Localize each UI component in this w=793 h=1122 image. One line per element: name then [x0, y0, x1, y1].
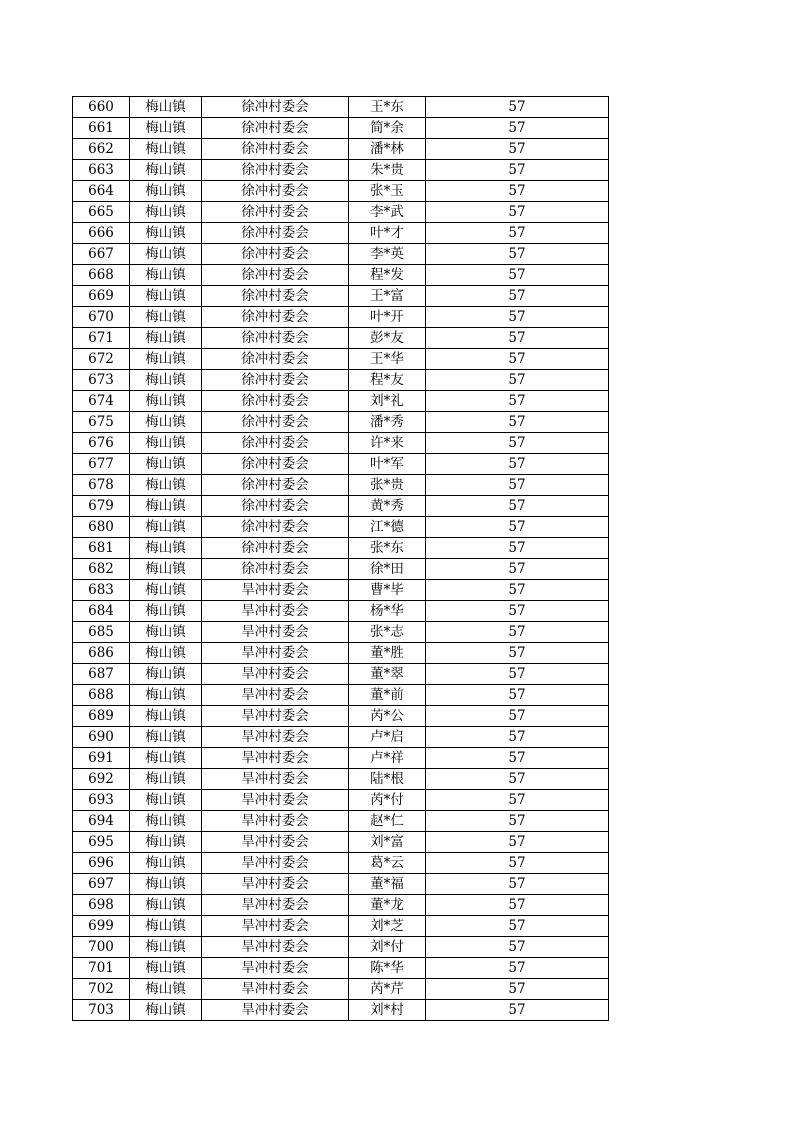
name-cell: 潘*林	[349, 139, 426, 160]
amount-cell: 57	[426, 895, 609, 916]
table-row	[73, 349, 609, 370]
table-row	[73, 202, 609, 223]
village-committee-cell: 徐冲村委会	[202, 433, 349, 454]
village-committee-cell: 徐冲村委会	[202, 475, 349, 496]
table-row	[73, 559, 609, 580]
table-row	[73, 937, 609, 958]
table-row	[73, 307, 609, 328]
row-number-cell: 693	[73, 790, 130, 811]
table-row	[73, 790, 609, 811]
village-committee-cell: 旱冲村委会	[202, 895, 349, 916]
town-cell: 梅山镇	[130, 685, 202, 706]
table-row	[73, 958, 609, 979]
name-cell: 程*友	[349, 370, 426, 391]
name-cell: 张*志	[349, 622, 426, 643]
table-row	[73, 412, 609, 433]
amount-cell: 57	[426, 643, 609, 664]
village-committee-cell: 旱冲村委会	[202, 853, 349, 874]
row-number-cell: 701	[73, 958, 130, 979]
town-cell: 梅山镇	[130, 748, 202, 769]
amount-cell: 57	[426, 811, 609, 832]
amount-cell: 57	[426, 580, 609, 601]
village-committee-cell: 徐冲村委会	[202, 328, 349, 349]
table-row	[73, 580, 609, 601]
table-row	[73, 181, 609, 202]
town-cell: 梅山镇	[130, 559, 202, 580]
amount-cell: 57	[426, 622, 609, 643]
table-row	[73, 916, 609, 937]
village-committee-cell: 徐冲村委会	[202, 517, 349, 538]
town-cell: 梅山镇	[130, 454, 202, 475]
name-cell: 曹*毕	[349, 580, 426, 601]
name-cell: 简*余	[349, 118, 426, 139]
table-row	[73, 538, 609, 559]
town-cell: 梅山镇	[130, 706, 202, 727]
name-cell: 芮*芹	[349, 979, 426, 1000]
town-cell: 梅山镇	[130, 391, 202, 412]
name-cell: 董*胜	[349, 643, 426, 664]
name-cell: 徐*田	[349, 559, 426, 580]
village-committee-cell: 旱冲村委会	[202, 706, 349, 727]
name-cell: 陈*华	[349, 958, 426, 979]
name-cell: 王*东	[349, 97, 426, 118]
name-cell: 张*贵	[349, 475, 426, 496]
amount-cell: 57	[426, 433, 609, 454]
name-cell: 朱*贵	[349, 160, 426, 181]
row-number-cell: 703	[73, 1000, 130, 1021]
table-row	[73, 433, 609, 454]
town-cell: 梅山镇	[130, 223, 202, 244]
town-cell: 梅山镇	[130, 937, 202, 958]
amount-cell: 57	[426, 559, 609, 580]
name-cell: 张*东	[349, 538, 426, 559]
amount-cell: 57	[426, 685, 609, 706]
data-table	[72, 96, 609, 1021]
town-cell: 梅山镇	[130, 328, 202, 349]
name-cell: 叶*军	[349, 454, 426, 475]
row-number-cell: 688	[73, 685, 130, 706]
table-row	[73, 160, 609, 181]
row-number-cell: 683	[73, 580, 130, 601]
town-cell: 梅山镇	[130, 853, 202, 874]
table-row	[73, 853, 609, 874]
town-cell: 梅山镇	[130, 979, 202, 1000]
town-cell: 梅山镇	[130, 832, 202, 853]
amount-cell: 57	[426, 202, 609, 223]
table-row	[73, 244, 609, 265]
town-cell: 梅山镇	[130, 412, 202, 433]
name-cell: 程*发	[349, 265, 426, 286]
row-number-cell: 695	[73, 832, 130, 853]
town-cell: 梅山镇	[130, 790, 202, 811]
amount-cell: 57	[426, 706, 609, 727]
village-committee-cell: 旱冲村委会	[202, 664, 349, 685]
row-number-cell: 689	[73, 706, 130, 727]
row-number-cell: 675	[73, 412, 130, 433]
row-number-cell: 660	[73, 97, 130, 118]
amount-cell: 57	[426, 454, 609, 475]
town-cell: 梅山镇	[130, 496, 202, 517]
row-number-cell: 697	[73, 874, 130, 895]
table-row	[73, 286, 609, 307]
row-number-cell: 663	[73, 160, 130, 181]
village-committee-cell: 徐冲村委会	[202, 286, 349, 307]
village-committee-cell: 旱冲村委会	[202, 874, 349, 895]
table-body	[73, 97, 609, 1021]
row-number-cell: 673	[73, 370, 130, 391]
row-number-cell: 674	[73, 391, 130, 412]
name-cell: 刘*芝	[349, 916, 426, 937]
amount-cell: 57	[426, 244, 609, 265]
town-cell: 梅山镇	[130, 286, 202, 307]
table-row	[73, 685, 609, 706]
village-committee-cell: 旱冲村委会	[202, 937, 349, 958]
row-number-cell: 672	[73, 349, 130, 370]
amount-cell: 57	[426, 664, 609, 685]
row-number-cell: 662	[73, 139, 130, 160]
village-committee-cell: 旱冲村委会	[202, 979, 349, 1000]
name-cell: 江*德	[349, 517, 426, 538]
amount-cell: 57	[426, 181, 609, 202]
town-cell: 梅山镇	[130, 769, 202, 790]
village-committee-cell: 旱冲村委会	[202, 727, 349, 748]
name-cell: 许*来	[349, 433, 426, 454]
amount-cell: 57	[426, 412, 609, 433]
amount-cell: 57	[426, 139, 609, 160]
row-number-cell: 692	[73, 769, 130, 790]
table-row	[73, 622, 609, 643]
name-cell: 卢*启	[349, 727, 426, 748]
name-cell: 刘*付	[349, 937, 426, 958]
town-cell: 梅山镇	[130, 139, 202, 160]
name-cell: 刘*礼	[349, 391, 426, 412]
village-committee-cell: 旱冲村委会	[202, 769, 349, 790]
table-row	[73, 517, 609, 538]
name-cell: 李*武	[349, 202, 426, 223]
village-committee-cell: 徐冲村委会	[202, 118, 349, 139]
row-number-cell: 681	[73, 538, 130, 559]
row-number-cell: 666	[73, 223, 130, 244]
name-cell: 卢*祥	[349, 748, 426, 769]
row-number-cell: 679	[73, 496, 130, 517]
table-row	[73, 454, 609, 475]
amount-cell: 57	[426, 727, 609, 748]
table-row	[73, 643, 609, 664]
table-row	[73, 475, 609, 496]
table-row	[73, 265, 609, 286]
row-number-cell: 694	[73, 811, 130, 832]
row-number-cell: 670	[73, 307, 130, 328]
amount-cell: 57	[426, 349, 609, 370]
amount-cell: 57	[426, 118, 609, 139]
town-cell: 梅山镇	[130, 349, 202, 370]
row-number-cell: 678	[73, 475, 130, 496]
village-committee-cell: 旱冲村委会	[202, 832, 349, 853]
name-cell: 叶*开	[349, 307, 426, 328]
row-number-cell: 698	[73, 895, 130, 916]
town-cell: 梅山镇	[130, 181, 202, 202]
name-cell: 董*前	[349, 685, 426, 706]
amount-cell: 57	[426, 832, 609, 853]
town-cell: 梅山镇	[130, 1000, 202, 1021]
village-committee-cell: 徐冲村委会	[202, 181, 349, 202]
row-number-cell: 669	[73, 286, 130, 307]
amount-cell: 57	[426, 790, 609, 811]
amount-cell: 57	[426, 748, 609, 769]
town-cell: 梅山镇	[130, 811, 202, 832]
village-committee-cell: 徐冲村委会	[202, 412, 349, 433]
town-cell: 梅山镇	[130, 643, 202, 664]
village-committee-cell: 徐冲村委会	[202, 349, 349, 370]
table-row	[73, 601, 609, 622]
row-number-cell: 668	[73, 265, 130, 286]
village-committee-cell: 徐冲村委会	[202, 202, 349, 223]
table-row	[73, 748, 609, 769]
table-row	[73, 391, 609, 412]
name-cell: 陆*根	[349, 769, 426, 790]
amount-cell: 57	[426, 517, 609, 538]
table-row	[73, 895, 609, 916]
row-number-cell: 677	[73, 454, 130, 475]
name-cell: 叶*才	[349, 223, 426, 244]
amount-cell: 57	[426, 370, 609, 391]
table-row	[73, 139, 609, 160]
amount-cell: 57	[426, 475, 609, 496]
name-cell: 张*玉	[349, 181, 426, 202]
town-cell: 梅山镇	[130, 580, 202, 601]
town-cell: 梅山镇	[130, 538, 202, 559]
village-committee-cell: 旱冲村委会	[202, 790, 349, 811]
name-cell: 王*华	[349, 349, 426, 370]
amount-cell: 57	[426, 328, 609, 349]
row-number-cell: 691	[73, 748, 130, 769]
village-committee-cell: 徐冲村委会	[202, 538, 349, 559]
town-cell: 梅山镇	[130, 874, 202, 895]
row-number-cell: 700	[73, 937, 130, 958]
town-cell: 梅山镇	[130, 664, 202, 685]
row-number-cell: 680	[73, 517, 130, 538]
row-number-cell: 665	[73, 202, 130, 223]
name-cell: 芮*付	[349, 790, 426, 811]
amount-cell: 57	[426, 958, 609, 979]
town-cell: 梅山镇	[130, 895, 202, 916]
town-cell: 梅山镇	[130, 433, 202, 454]
table-row	[73, 496, 609, 517]
table-row	[73, 1000, 609, 1021]
table-row	[73, 664, 609, 685]
name-cell: 董*龙	[349, 895, 426, 916]
row-number-cell: 667	[73, 244, 130, 265]
town-cell: 梅山镇	[130, 307, 202, 328]
amount-cell: 57	[426, 916, 609, 937]
town-cell: 梅山镇	[130, 727, 202, 748]
table-row	[73, 727, 609, 748]
amount-cell: 57	[426, 97, 609, 118]
amount-cell: 57	[426, 223, 609, 244]
table-row	[73, 370, 609, 391]
village-committee-cell: 旱冲村委会	[202, 748, 349, 769]
row-number-cell: 686	[73, 643, 130, 664]
row-number-cell: 661	[73, 118, 130, 139]
row-number-cell: 685	[73, 622, 130, 643]
table-row	[73, 118, 609, 139]
village-committee-cell: 徐冲村委会	[202, 160, 349, 181]
name-cell: 李*英	[349, 244, 426, 265]
village-committee-cell: 徐冲村委会	[202, 391, 349, 412]
town-cell: 梅山镇	[130, 97, 202, 118]
name-cell: 王*富	[349, 286, 426, 307]
village-committee-cell: 徐冲村委会	[202, 454, 349, 475]
name-cell: 董*福	[349, 874, 426, 895]
table-row	[73, 832, 609, 853]
village-committee-cell: 旱冲村委会	[202, 601, 349, 622]
town-cell: 梅山镇	[130, 916, 202, 937]
village-committee-cell: 旱冲村委会	[202, 958, 349, 979]
village-committee-cell: 徐冲村委会	[202, 559, 349, 580]
table-row	[73, 706, 609, 727]
name-cell: 彭*友	[349, 328, 426, 349]
village-committee-cell: 徐冲村委会	[202, 370, 349, 391]
row-number-cell: 676	[73, 433, 130, 454]
row-number-cell: 702	[73, 979, 130, 1000]
town-cell: 梅山镇	[130, 160, 202, 181]
amount-cell: 57	[426, 601, 609, 622]
amount-cell: 57	[426, 1000, 609, 1021]
table-row	[73, 328, 609, 349]
village-committee-cell: 徐冲村委会	[202, 139, 349, 160]
row-number-cell: 684	[73, 601, 130, 622]
town-cell: 梅山镇	[130, 601, 202, 622]
name-cell: 潘*秀	[349, 412, 426, 433]
table-row	[73, 223, 609, 244]
village-committee-cell: 旱冲村委会	[202, 622, 349, 643]
table-row	[73, 979, 609, 1000]
village-committee-cell: 旱冲村委会	[202, 1000, 349, 1021]
village-committee-cell: 旱冲村委会	[202, 580, 349, 601]
amount-cell: 57	[426, 979, 609, 1000]
village-committee-cell: 旱冲村委会	[202, 685, 349, 706]
village-committee-cell: 徐冲村委会	[202, 223, 349, 244]
amount-cell: 57	[426, 286, 609, 307]
amount-cell: 57	[426, 538, 609, 559]
amount-cell: 57	[426, 265, 609, 286]
village-committee-cell: 徐冲村委会	[202, 244, 349, 265]
town-cell: 梅山镇	[130, 958, 202, 979]
row-number-cell: 664	[73, 181, 130, 202]
village-committee-cell: 徐冲村委会	[202, 97, 349, 118]
amount-cell: 57	[426, 769, 609, 790]
table-row	[73, 769, 609, 790]
amount-cell: 57	[426, 853, 609, 874]
amount-cell: 57	[426, 496, 609, 517]
name-cell: 杨*华	[349, 601, 426, 622]
name-cell: 葛*云	[349, 853, 426, 874]
town-cell: 梅山镇	[130, 370, 202, 391]
town-cell: 梅山镇	[130, 475, 202, 496]
row-number-cell: 699	[73, 916, 130, 937]
town-cell: 梅山镇	[130, 622, 202, 643]
town-cell: 梅山镇	[130, 202, 202, 223]
name-cell: 刘*村	[349, 1000, 426, 1021]
row-number-cell: 696	[73, 853, 130, 874]
row-number-cell: 690	[73, 727, 130, 748]
amount-cell: 57	[426, 160, 609, 181]
town-cell: 梅山镇	[130, 265, 202, 286]
row-number-cell: 671	[73, 328, 130, 349]
row-number-cell: 687	[73, 664, 130, 685]
table-row	[73, 97, 609, 118]
name-cell: 芮*公	[349, 706, 426, 727]
row-number-cell: 682	[73, 559, 130, 580]
name-cell: 赵*仁	[349, 811, 426, 832]
amount-cell: 57	[426, 391, 609, 412]
village-committee-cell: 旱冲村委会	[202, 811, 349, 832]
village-committee-cell: 徐冲村委会	[202, 307, 349, 328]
table-row	[73, 811, 609, 832]
village-committee-cell: 旱冲村委会	[202, 643, 349, 664]
name-cell: 黄*秀	[349, 496, 426, 517]
village-committee-cell: 旱冲村委会	[202, 916, 349, 937]
amount-cell: 57	[426, 307, 609, 328]
amount-cell: 57	[426, 874, 609, 895]
village-committee-cell: 徐冲村委会	[202, 265, 349, 286]
table-row	[73, 874, 609, 895]
village-committee-cell: 徐冲村委会	[202, 496, 349, 517]
town-cell: 梅山镇	[130, 244, 202, 265]
town-cell: 梅山镇	[130, 517, 202, 538]
name-cell: 刘*富	[349, 832, 426, 853]
town-cell: 梅山镇	[130, 118, 202, 139]
name-cell: 董*翠	[349, 664, 426, 685]
amount-cell: 57	[426, 937, 609, 958]
